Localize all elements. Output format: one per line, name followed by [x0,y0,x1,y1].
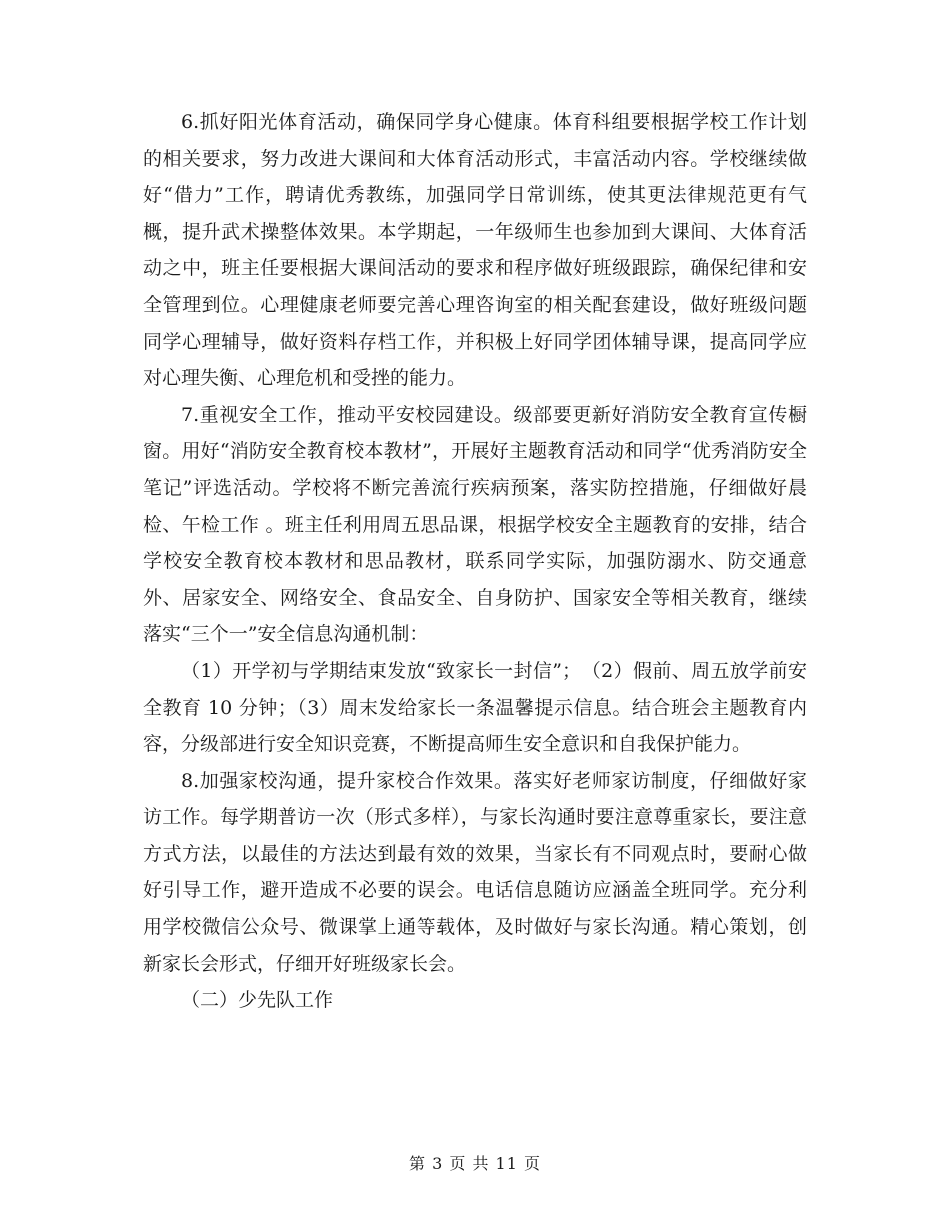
page-footer: 第 3 页 共 11 页 [409,1154,541,1173]
section-heading: （二）少先队工作 [181,989,334,1012]
paragraph-safety-items: （1）开学初与学期结束发放“致家长一封信”； （2）假前、周五放学前安全教育 10 分钟；（3）周末发给家长一条温馨提示信息。结合班会主题教育内容，分级部进行安全知识竞赛，不断提高师生安全意识和自我保护能力。 [143,659,807,756]
paragraph-sports: 6.抓好阳光体育活动，确保同学身心健康。体育科组要根据学校工作计划的相关要求，努力改进大课间和大体育活动形式，丰富活动内容。学校继续做好“借力”工作，聘请优秀教练，加强同学日常训练，使其更法律规范更有气概，提升武术操整体效果。本学期起，一年级师生也参加到大课间、大体育活动之中，班主任要根据大课间活动的要求和程序做好班级跟踪，确保纪律和安全管理到位。心理健康老师要完善心理咨询室的相关配套建设，做好班级问题同学心理辅导，做好资料存档工作，并积极上好同学团体辅导课，提高同学应对心理失衡、心理危机和受挫的能力。 [143,111,807,390]
paragraph-home-school: 8.加强家校沟通，提升家校合作效果。落实好老师家访制度，仔细做好家访工作。每学期普访一次（形式多样），与家长沟通时要注意尊重家长，要注意方式方法，以最佳的方法达到最有效的效果，当家长有不同观点时，要耐心做好引导工作，避开造成不必要的误会。电话信息随访应涵盖全班同学。充分利用学校微信公众号、微课掌上通等载体，及时做好与家长沟通。精心策划，创新家长会形式，仔细开好班级家长会。 [143,769,807,975]
document-body [143,104,807,1019]
paragraph-safety: 7.重视安全工作，推动平安校园建设。级部要更新好消防安全教育宣传橱窗。用好“消防安全教育校本教材”，开展好主题教育活动和同学“优秀消防安全笔记”评选活动。学校将不断完善流行疾病预案，落实防控措施，仔细做好晨检、午检工作 。班主任利用周五思品课，根据学校安全主题教育的安排，结合学校安全教育校本教材和思品教材，联系同学实际，加强防溺水、防交通意外、居家安全、网络安全、食品安全、自身防护、国家安全等相关教育，继续落实“三个一”安全信息沟通机制： [143,403,807,646]
